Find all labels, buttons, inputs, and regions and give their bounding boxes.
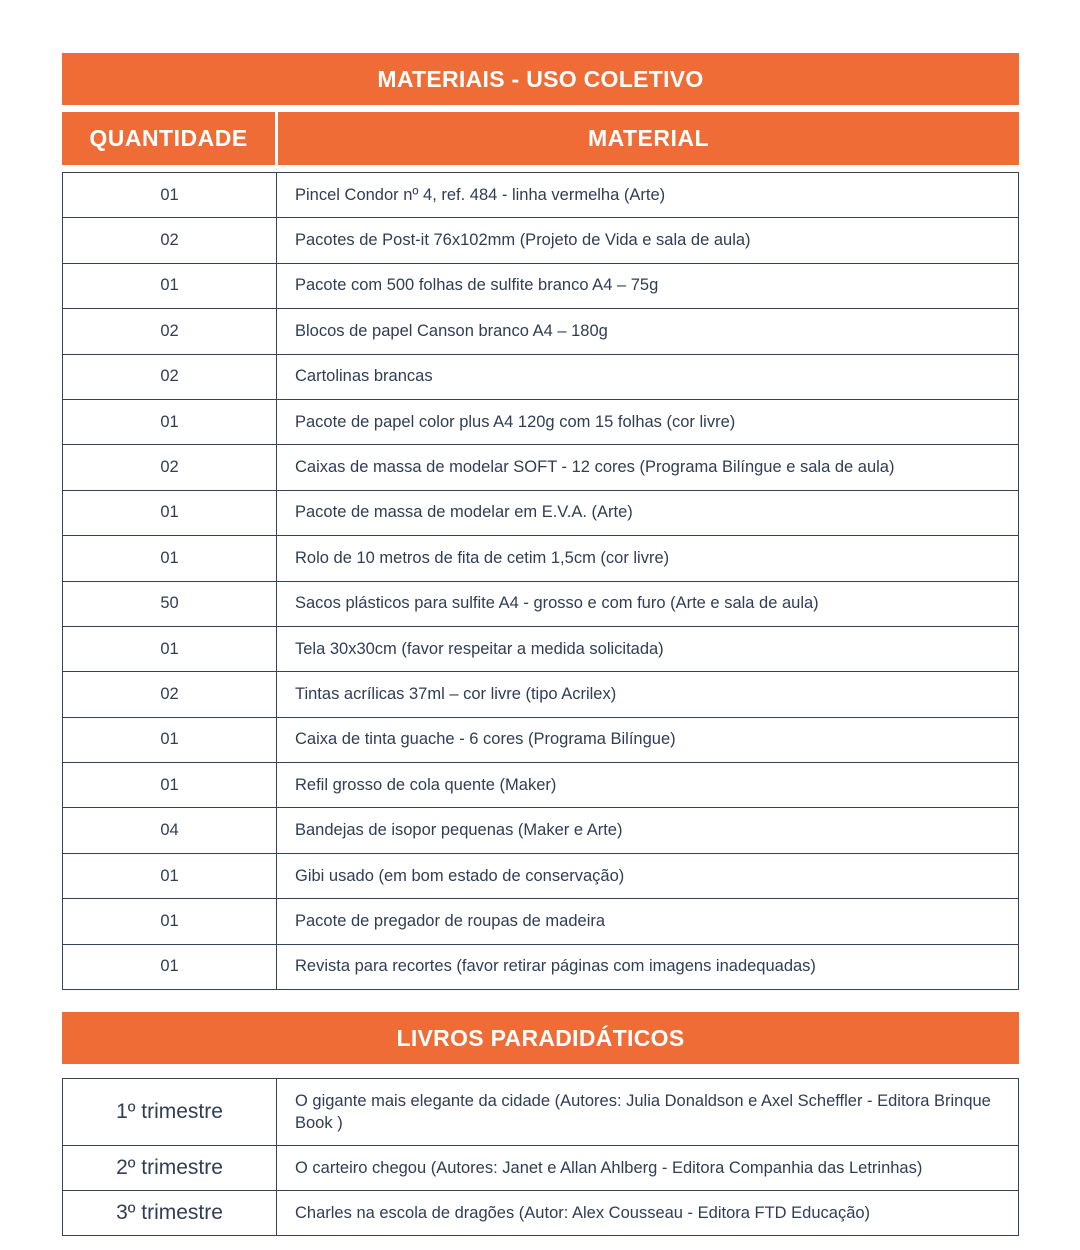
book-cell: O carteiro chegou (Autores: Janet e Allan Ahlberg - Editora Companhia das Letrinhas): [277, 1146, 1019, 1191]
quantity-cell: 01: [63, 944, 277, 989]
quantity-cell: 01: [63, 536, 277, 581]
table-row: [63, 853, 1019, 898]
quantity-cell: 01: [63, 173, 277, 218]
table-row: [63, 763, 1019, 808]
table-row: [63, 173, 1019, 218]
material-cell: Refil grosso de cola quente (Maker): [277, 763, 1019, 808]
table-row: [63, 1079, 1019, 1146]
table-row: [63, 581, 1019, 626]
table-row: [63, 309, 1019, 354]
quantity-cell: 02: [63, 218, 277, 263]
materials-header-row: [62, 112, 1019, 165]
quantity-cell: 02: [63, 672, 277, 717]
table-row: [63, 944, 1019, 989]
quantity-cell: 04: [63, 808, 277, 853]
quantity-cell: 02: [63, 309, 277, 354]
book-cell: Charles na escola de dragões (Autor: Alex Cousseau - Editora FTD Educação): [277, 1191, 1019, 1236]
material-cell: Pacote de pregador de roupas de madeira: [277, 899, 1019, 944]
material-cell: Pacote de papel color plus A4 120g com 15 folhas (cor livre): [277, 399, 1019, 444]
header-material: MATERIAL: [278, 112, 1019, 165]
books-table: [62, 1078, 1019, 1236]
table-row: [63, 626, 1019, 671]
material-cell: Pacotes de Post-it 76x102mm (Projeto de Vida e sala de aula): [277, 218, 1019, 263]
quantity-cell: 01: [63, 717, 277, 762]
materials-title: MATERIAIS - USO COLETIVO: [62, 53, 1019, 105]
quantity-cell: 02: [63, 354, 277, 399]
quantity-cell: 01: [63, 763, 277, 808]
material-cell: Pacote de massa de modelar em E.V.A. (Arte): [277, 490, 1019, 535]
material-cell: Caixa de tinta guache - 6 cores (Programa Bilíngue): [277, 717, 1019, 762]
quantity-cell: 01: [63, 399, 277, 444]
table-row: [63, 899, 1019, 944]
material-cell: Tintas acrílicas 37ml – cor livre (tipo Acrilex): [277, 672, 1019, 717]
table-row: [63, 490, 1019, 535]
table-row: [63, 672, 1019, 717]
material-cell: Blocos de papel Canson branco A4 – 180g: [277, 309, 1019, 354]
term-cell: 1º trimestre: [63, 1079, 277, 1146]
material-cell: Bandejas de isopor pequenas (Maker e Arte): [277, 808, 1019, 853]
books-section: [62, 1012, 1019, 1236]
table-row: [63, 354, 1019, 399]
material-cell: Revista para recortes (favor retirar páginas com imagens inadequadas): [277, 944, 1019, 989]
quantity-cell: 50: [63, 581, 277, 626]
quantity-cell: 01: [63, 899, 277, 944]
material-cell: Pincel Condor nº 4, ref. 484 - linha vermelha (Arte): [277, 173, 1019, 218]
header-quantity: QUANTIDADE: [62, 112, 275, 165]
quantity-cell: 01: [63, 853, 277, 898]
quantity-cell: 02: [63, 445, 277, 490]
term-cell: 2º trimestre: [63, 1146, 277, 1191]
materials-table: [62, 172, 1019, 990]
quantity-cell: 01: [63, 626, 277, 671]
material-cell: Rolo de 10 metros de fita de cetim 1,5cm (cor livre): [277, 536, 1019, 581]
material-cell: Tela 30x30cm (favor respeitar a medida solicitada): [277, 626, 1019, 671]
quantity-cell: 01: [63, 490, 277, 535]
table-row: [63, 717, 1019, 762]
table-row: [63, 445, 1019, 490]
quantity-cell: 01: [63, 263, 277, 308]
material-cell: Pacote com 500 folhas de sulfite branco A4 – 75g: [277, 263, 1019, 308]
table-row: [63, 1191, 1019, 1236]
table-row: [63, 808, 1019, 853]
books-title: LIVROS PARADIDÁTICOS: [62, 1012, 1019, 1064]
table-row: [63, 263, 1019, 308]
term-cell: 3º trimestre: [63, 1191, 277, 1236]
materials-section: [62, 53, 1019, 990]
material-cell: Cartolinas brancas: [277, 354, 1019, 399]
material-cell: Sacos plásticos para sulfite A4 - grosso e com furo (Arte e sala de aula): [277, 581, 1019, 626]
table-row: [63, 218, 1019, 263]
table-row: [63, 536, 1019, 581]
material-cell: Caixas de massa de modelar SOFT - 12 cores (Programa Bilíngue e sala de aula): [277, 445, 1019, 490]
table-row: [63, 399, 1019, 444]
book-cell: O gigante mais elegante da cidade (Autores: Julia Donaldson e Axel Scheffler - Editora Brinque Book ): [277, 1079, 1019, 1146]
table-row: [63, 1146, 1019, 1191]
material-cell: Gibi usado (em bom estado de conservação): [277, 853, 1019, 898]
